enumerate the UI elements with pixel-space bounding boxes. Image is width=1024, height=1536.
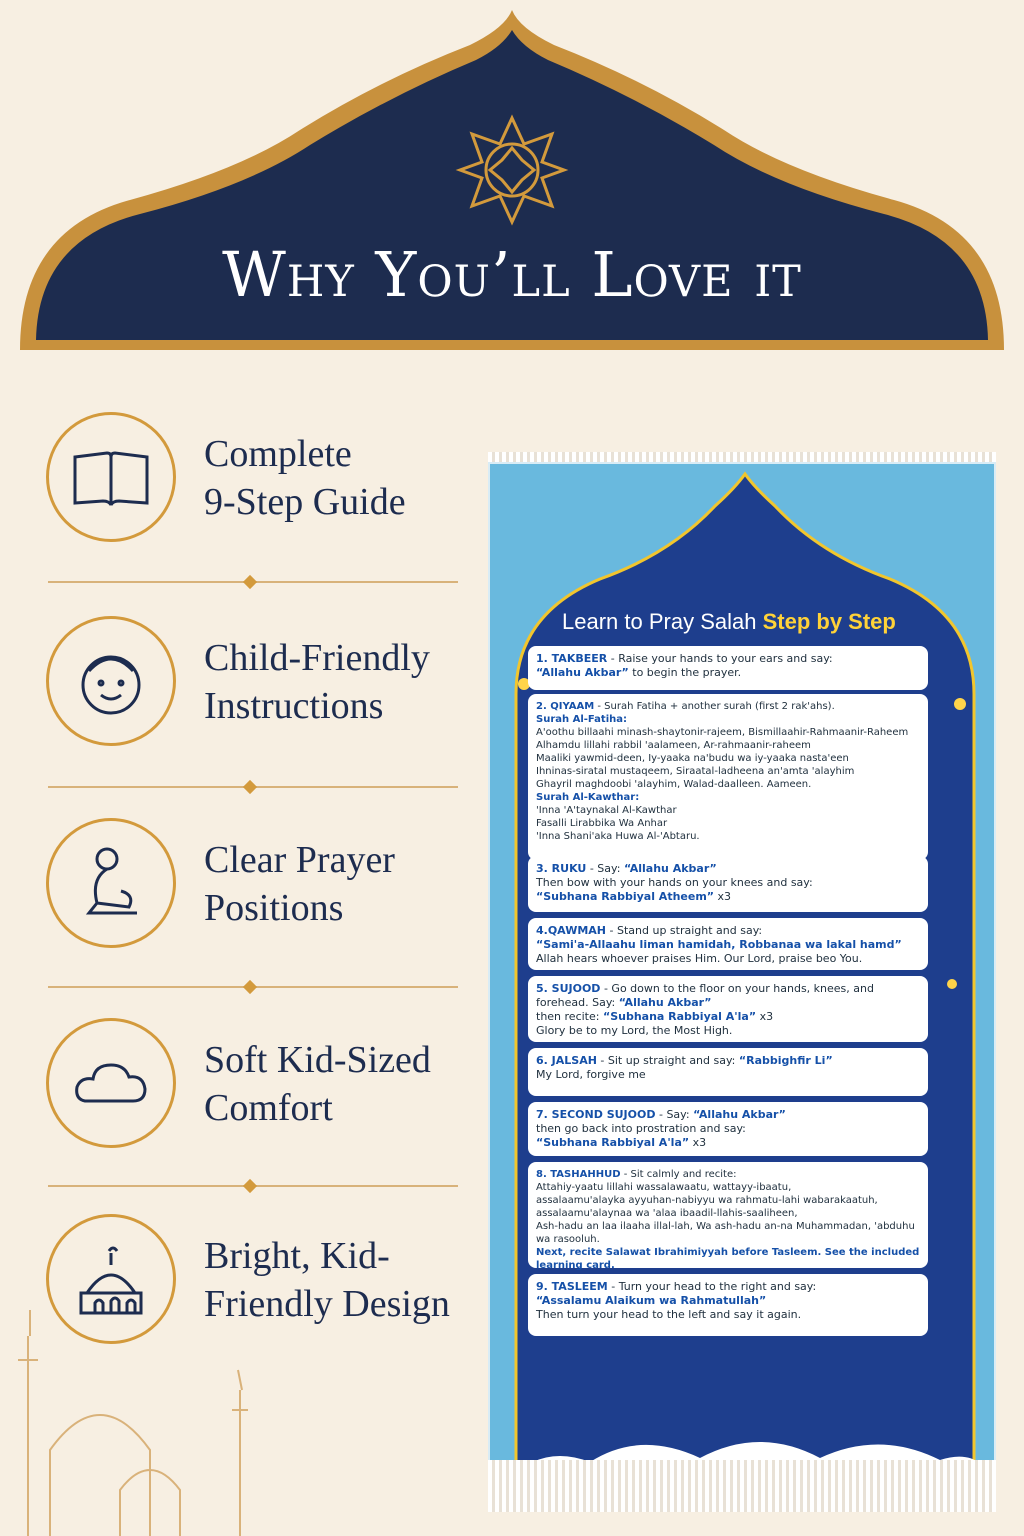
step-phrase: “Allahu Akbar”	[693, 1108, 786, 1121]
step-line: Fasalli Lirabbika Wa Anhar	[536, 818, 668, 829]
step-count: x3	[717, 890, 732, 903]
step-text: - Go down to the floor on your hands, knees, and forehead. Say:	[536, 982, 874, 1009]
step-text: - Stand up straight and say:	[609, 924, 763, 937]
step-line: A'oothu billaahi minash-shaytonir-rajeem, Bismillaahir-Rahmaanir-Raheem	[536, 727, 909, 738]
feature-item	[44, 412, 464, 562]
cloud-icon	[63, 1035, 159, 1131]
step-text: - Raise your hands to your ears and say:	[610, 652, 833, 665]
feature-label	[204, 634, 484, 730]
step-phrase: “Allahu Akbar”	[536, 666, 629, 679]
step-subheading: Surah Al-Kawthar:	[536, 792, 640, 803]
divider-diamond	[243, 980, 257, 994]
step-text: - Sit calmly and recite:	[623, 1169, 737, 1180]
step-line: Alhamdu lillahi rabbil 'aalameen, Ar-rahmaanir-raheem	[536, 740, 811, 751]
smiling-child-icon	[63, 633, 159, 729]
step-line: Ghayril maghdoobi 'alayhim, Walad-daalleen. Aameen.	[536, 779, 812, 790]
step-line: 'Inna 'A'taynakal Al-Kawthar	[536, 805, 677, 816]
feature-label-line: Bright, Kid-	[204, 1235, 390, 1277]
step-title: 2. QIYAAM	[536, 701, 595, 712]
feature-icon-circle	[46, 412, 176, 542]
step-phrase: “Allahu Akbar”	[623, 862, 717, 875]
step-phrase: “Subhana Rabbiyal A'la”	[602, 1010, 757, 1023]
feature-icon-circle	[46, 616, 176, 746]
feature-label-line: 9-Step Guide	[204, 481, 406, 523]
feature-label-line: Friendly Design	[204, 1283, 450, 1325]
feature-item	[44, 616, 464, 766]
star-rosette-icon	[452, 110, 572, 230]
step-title: 1. TAKBEER	[536, 652, 608, 665]
step-title: 5. SUJOOD	[536, 982, 601, 995]
feature-item	[44, 818, 464, 968]
mosque-outline-decoration	[0, 1300, 300, 1536]
step-line: then recite:	[536, 1010, 600, 1023]
step-line: Glory be to my Lord, the Most High.	[536, 1024, 733, 1037]
step-box	[528, 976, 928, 1042]
page-title: Why You’ll Love it	[222, 238, 802, 311]
kneeling-figure-icon	[63, 835, 159, 931]
feature-label-line: Complete	[204, 433, 352, 475]
step-line: Maaliki yawmid-deen, Iy-yaaka na'budu wa iy-yaaka nasta'een	[536, 753, 849, 764]
prayer-mat	[488, 452, 996, 1512]
step-line: 'Inna Shani'aka Huwa Al-'Abtaru.	[536, 831, 700, 842]
step-phrase: “Sami'a-Allaahu liman hamidah, Robbanaa wa lakal hamd”	[536, 938, 902, 951]
feature-label-line: Positions	[204, 887, 344, 929]
step-box	[528, 1048, 928, 1096]
step-text: - Surah Fatiha + another surah (first 2 rak'ahs).	[597, 701, 835, 712]
divider-diamond	[243, 1179, 257, 1193]
step-subheading: Surah Al-Fatiha:	[536, 714, 627, 725]
step-box	[528, 856, 928, 912]
step-phrase: “Subhana Rabbiyal A'la”	[536, 1136, 690, 1149]
mat-bottom-fringe	[488, 1460, 996, 1512]
step-phrase: “Rabbighfir Li”	[738, 1054, 833, 1067]
mat-heading-text: Learn to Pray Salah	[562, 609, 757, 634]
divider-diamond	[243, 780, 257, 794]
step-box	[528, 918, 928, 970]
step-text: - Turn your head to the right and say:	[611, 1280, 817, 1293]
feature-item	[44, 1018, 464, 1168]
step-line: Attahiy-yaatu lillahi wassalawaatu, wattayy-ibaatu,	[536, 1182, 792, 1193]
feature-label-line: Instructions	[204, 685, 384, 727]
step-line: My Lord, forgive me	[536, 1068, 646, 1081]
feature-label-line: Soft Kid-Sized	[204, 1039, 431, 1081]
feature-label-line: Child-Friendly	[204, 637, 430, 679]
step-text: - Say:	[658, 1108, 690, 1121]
step-line: Then turn your head to the left and say it again.	[536, 1308, 802, 1321]
step-box	[528, 1274, 928, 1336]
feature-label-line: Clear Prayer	[204, 839, 395, 881]
step-box	[528, 646, 928, 690]
step-text: - Sit up straight and say:	[600, 1054, 736, 1067]
step-count: x3	[759, 1010, 774, 1023]
step-title: 7. SECOND SUJOOD	[536, 1108, 656, 1121]
feature-icon-circle	[46, 818, 176, 948]
step-title: 4.QAWMAH	[536, 924, 607, 937]
feature-label	[204, 1036, 484, 1132]
mat-body	[488, 462, 996, 1502]
step-text: - Say:	[589, 862, 621, 875]
step-box	[528, 1102, 928, 1156]
step-line: Ash-hadu an laa ilaaha illal-lah, Wa ash-hadu an-na Muhammadan, 'abduhu wa rasooluh.	[536, 1221, 915, 1245]
step-phrase: “Assalamu Alaikum wa Rahmatullah”	[536, 1294, 767, 1307]
step-line: Then bow with your hands on your knees and say:	[536, 876, 813, 889]
step-phrase: “Allahu Akbar”	[618, 996, 712, 1009]
step-line: assalaamu'alaynaa wa 'alaa ibaadil-llahis-saaliheen,	[536, 1208, 798, 1219]
step-count: x3	[692, 1136, 707, 1149]
divider-diamond	[243, 575, 257, 589]
feature-label	[204, 836, 484, 932]
step-line: assalaamu'alayka ayyuhan-nabiyyu wa rahmatu-lahi wabarakaatuh,	[536, 1195, 878, 1206]
open-book-icon	[63, 429, 159, 525]
step-line: Allah hears whoever praises Him. Our Lord, praise beo You.	[536, 952, 863, 965]
step-line: then go back into prostration and say:	[536, 1122, 746, 1135]
feature-icon-circle	[46, 1018, 176, 1148]
step-phrase: “Subhana Rabbiyal Atheem”	[536, 890, 715, 903]
mat-heading-highlight: Step by Step	[762, 609, 896, 634]
feature-label	[204, 430, 484, 526]
step-box	[528, 1162, 928, 1271]
step-after: to begin the prayer.	[632, 666, 742, 679]
step-line: Ihninas-siratal mustaqeem, Siraatal-ladheena an'amta 'alayhim	[536, 766, 855, 777]
mat-heading	[562, 609, 932, 635]
step-title: 9. TASLEEM	[536, 1280, 608, 1293]
step-title: 6. JALSAH	[536, 1054, 597, 1067]
step-box	[528, 694, 928, 860]
step-title: 3. RUKU	[536, 862, 587, 875]
step-title: 8. TASHAHHUD	[536, 1169, 621, 1180]
step-note: Next, recite Salawat Ibrahimiyyah before Tasleem. See the included learning card.	[536, 1247, 920, 1271]
feature-label-line: Comfort	[204, 1087, 333, 1129]
